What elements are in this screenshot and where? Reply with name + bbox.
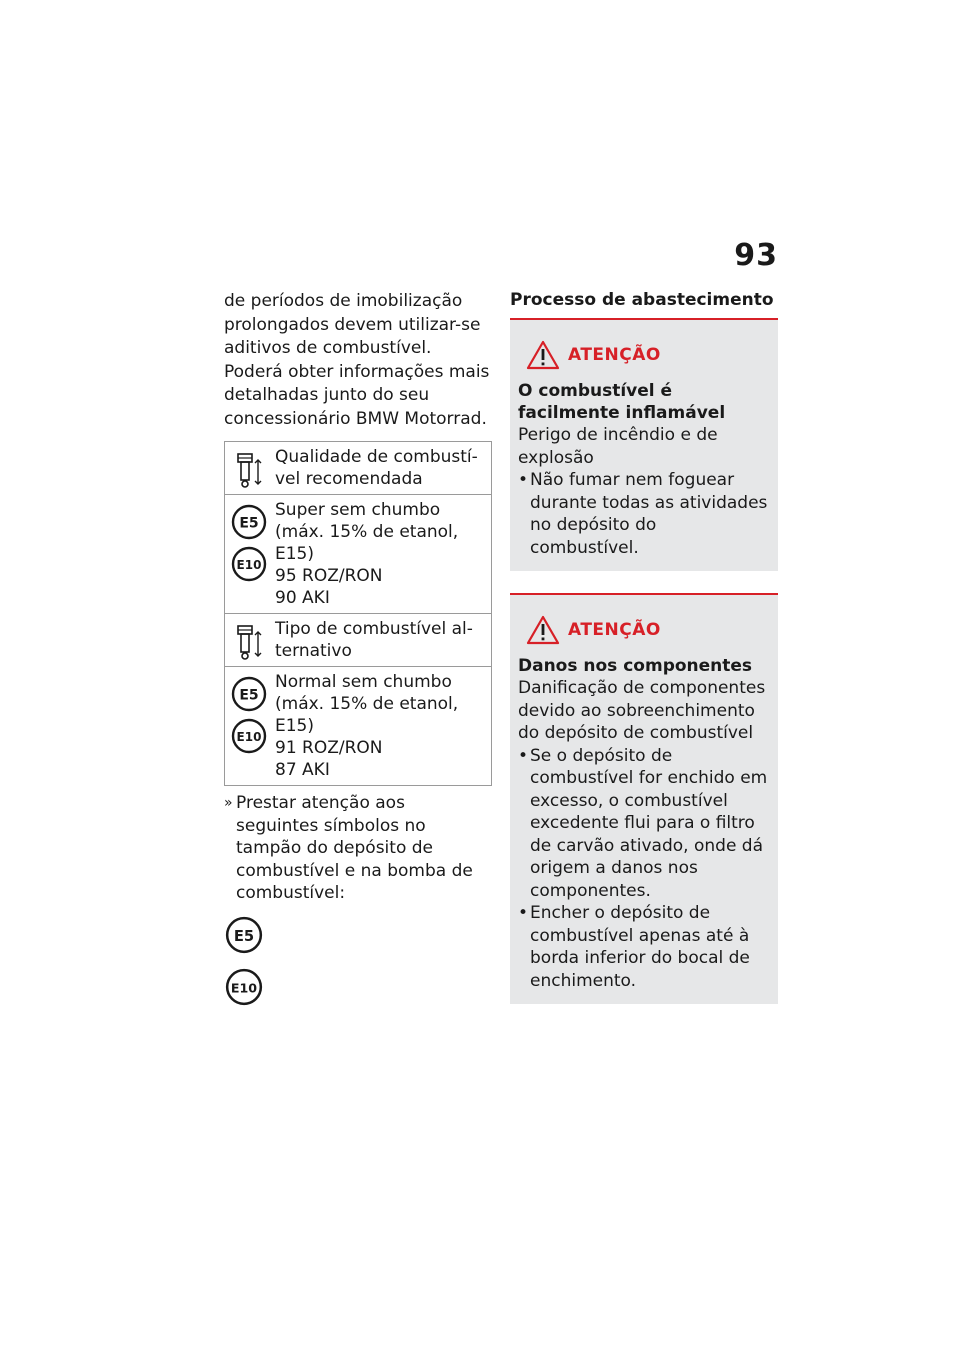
warning-list (518, 745, 770, 993)
warning-lead: Danos nos componentes (518, 656, 753, 676)
fuel-spec-table (224, 441, 492, 786)
list-item: • Se o depósito de combustível for enchido em excesso, o combustível excedente flui para o filtro de carvão ativado, onde dá origem a danos nos componentes. (518, 745, 770, 903)
e5-label: E5 (239, 515, 259, 532)
fuel-pump-icon (232, 450, 266, 490)
left-column (224, 290, 492, 1007)
warning-list (518, 469, 770, 559)
fuel-symbols (224, 915, 492, 1007)
e10-label: E10 (236, 558, 262, 572)
spec-line: ternativo (275, 641, 352, 661)
e10-icon (230, 545, 268, 583)
table-row (224, 495, 492, 614)
warning-triangle-icon (526, 615, 560, 645)
warning-title: ATENÇÃO (568, 345, 661, 365)
table-row (224, 667, 492, 786)
e5-label: E5 (233, 927, 255, 945)
e10-icon (224, 967, 264, 1007)
section-heading: Processo de abastecimento (510, 290, 774, 310)
spec-line: Tipo de combustível al- (275, 619, 473, 639)
list-item: • Não fumar nem foguear durante todas as atividades no depósito do combustível. (518, 469, 770, 559)
warning-lead: O combustível é facilmente inflamável (518, 381, 726, 423)
e5-label: E5 (239, 687, 259, 704)
warning-title: ATENÇÃO (568, 620, 661, 640)
table-row (224, 442, 492, 495)
spec-line: Qualidade de combustí- (275, 447, 478, 467)
spec-line: vel recomendada (275, 469, 423, 489)
warning-box (510, 593, 778, 1004)
spec-line: E15) (275, 716, 315, 736)
right-column (510, 290, 778, 1004)
spec-line: (máx. 15% de etanol, (275, 522, 459, 542)
table-row (224, 614, 492, 667)
warning-box (510, 318, 778, 571)
e5-icon (224, 915, 264, 955)
instruction-marker: » (224, 795, 233, 811)
instruction-text: Prestar atenção aos seguintes símbolos no tampão do depósito de combustível e na bomba de combustível: (236, 793, 473, 903)
list-item: • Encher o depósito de combustível apenas até à borda inferior do bocal de enchimento. (518, 902, 770, 992)
page-number: 93 (734, 238, 778, 273)
spec-line: 95 ROZ/RON (275, 566, 383, 586)
fuel-pump-icon (232, 622, 266, 662)
spec-line: Normal sem chumbo (275, 672, 452, 692)
spec-line: Super sem chumbo (275, 500, 441, 520)
warning-body: Perigo de incêndio e de explosão (518, 425, 718, 468)
spec-line: 87 AKI (275, 760, 330, 780)
spec-line: (máx. 15% de etanol, (275, 694, 459, 714)
instruction-item (224, 792, 492, 905)
e10-icon (230, 717, 268, 755)
warning-triangle-icon (526, 340, 560, 370)
spec-line: E15) (275, 544, 315, 564)
e10-label: E10 (230, 979, 258, 995)
e5-icon (230, 503, 268, 541)
spec-line: 91 ROZ/RON (275, 738, 383, 758)
spec-line: 90 AKI (275, 588, 330, 608)
warning-body: Danificação de componentes devido ao sobreenchimento do depósito de combustível (518, 678, 766, 743)
intro-paragraph: de períodos de imobilização prolongados devem utilizar-se aditivos de combustível. Poderá obter informações mais detalhadas junto do seu concessionário BMW Motorrad. (224, 291, 490, 429)
e10-label: E10 (236, 730, 262, 744)
e5-icon (230, 675, 268, 713)
